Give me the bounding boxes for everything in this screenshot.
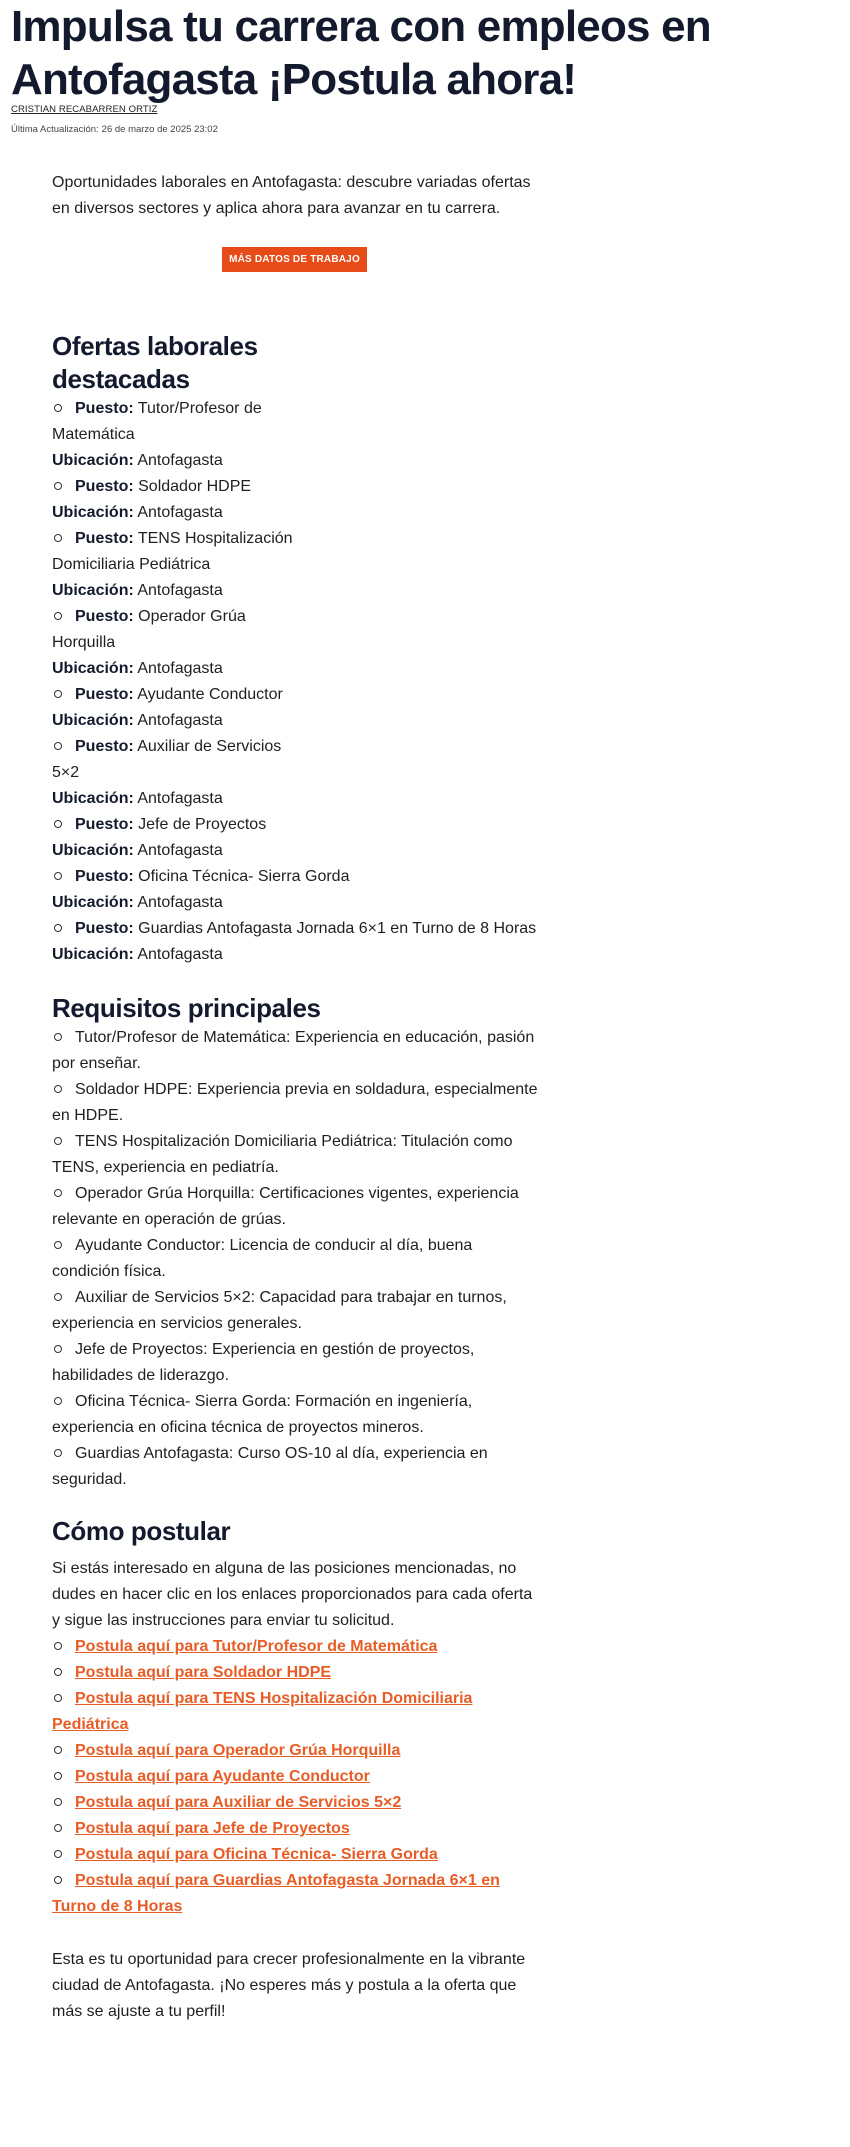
bullet-icon bbox=[54, 1189, 62, 1197]
ubicacion-label: Ubicación: bbox=[52, 946, 134, 963]
requirement-text: Jefe de Proyectos: Experiencia en gestión de proyectos, habilidades de liderazgo. bbox=[52, 1341, 475, 1384]
puesto-label: Puesto: bbox=[75, 478, 134, 495]
ubicacion-label: Ubicación: bbox=[52, 504, 134, 521]
apply-links-list bbox=[52, 1634, 542, 1920]
bullet-icon bbox=[54, 1798, 62, 1806]
bullet-icon bbox=[54, 1642, 62, 1650]
ubicacion-label: Ubicación: bbox=[52, 790, 134, 807]
requirement-text: Guardias Antofagasta: Curso OS-10 al día, experiencia en seguridad. bbox=[52, 1445, 488, 1488]
closing-paragraph: Esta es tu oportunidad para crecer profesionalmente en la vibrante ciudad de Antofagasta. ¡No esperes más y postula a la oferta que más se ajuste a tu perfil! bbox=[52, 1951, 526, 2020]
requirement-item bbox=[52, 1129, 542, 1181]
offer-title: Oficina Técnica- Sierra Gorda bbox=[138, 868, 350, 885]
bullet-icon bbox=[54, 1085, 62, 1093]
offer-item bbox=[52, 604, 302, 682]
offer-item bbox=[52, 864, 542, 916]
puesto-label: Puesto: bbox=[75, 686, 134, 703]
bullet-icon bbox=[54, 742, 62, 750]
page-title: Impulsa tu carrera con empleos en Antofagasta ¡Postula ahora! bbox=[11, 2, 711, 104]
puesto-label: Puesto: bbox=[75, 608, 134, 625]
requirement-item bbox=[52, 1025, 542, 1077]
bullet-icon bbox=[54, 1449, 62, 1457]
ubicacion-label: Ubicación: bbox=[52, 452, 134, 469]
apply-link[interactable]: Postula aquí para Oficina Técnica- Sierra Gorda bbox=[75, 1846, 438, 1863]
apply-link[interactable]: Postula aquí para Jefe de Proyectos bbox=[75, 1820, 350, 1837]
updated-date: 26 de marzo de 2025 23:02 bbox=[101, 124, 218, 135]
requirement-text: Ayudante Conductor: Licencia de conducir al día, buena condición física. bbox=[52, 1237, 473, 1280]
apply-link[interactable]: Postula aquí para Operador Grúa Horquilla bbox=[75, 1742, 401, 1759]
offer-list bbox=[52, 396, 542, 968]
offer-title: Tutor/Profesor de Matemática bbox=[52, 400, 262, 443]
requirement-item bbox=[52, 1389, 542, 1441]
bullet-icon bbox=[54, 534, 62, 542]
bullet-icon bbox=[54, 690, 62, 698]
bullet-icon bbox=[54, 1876, 62, 1884]
offer-title: Auxiliar de Servicios 5×2 bbox=[52, 738, 282, 781]
apply-link[interactable]: Postula aquí para Guardias Antofagasta Jornada 6×1 en Turno de 8 Horas bbox=[52, 1872, 500, 1915]
bullet-icon bbox=[54, 1293, 62, 1301]
requirement-text: Auxiliar de Servicios 5×2: Capacidad para trabajar en turnos, experiencia en servicios generales. bbox=[52, 1289, 507, 1332]
puesto-label: Puesto: bbox=[75, 920, 134, 937]
requirement-item bbox=[52, 1077, 542, 1129]
bullet-icon bbox=[54, 1345, 62, 1353]
ubicacion-label: Ubicación: bbox=[52, 894, 134, 911]
apply-link[interactable]: Postula aquí para Auxiliar de Servicios 5×2 bbox=[75, 1794, 402, 1811]
bullet-icon bbox=[54, 482, 62, 490]
apply-link[interactable]: Postula aquí para Tutor/Profesor de Matemática bbox=[75, 1638, 438, 1655]
puesto-label: Puesto: bbox=[75, 868, 134, 885]
apply-link-item bbox=[52, 1660, 542, 1686]
intro-paragraph: Oportunidades laborales en Antofagasta: descubre variadas ofertas en diversos sectores y aplica ahora para avanzar en tu carrera. bbox=[52, 174, 531, 217]
offer-location: Antofagasta bbox=[137, 582, 223, 599]
section-heading-requisitos: Requisitos principales bbox=[52, 993, 321, 1023]
offer-location: Antofagasta bbox=[137, 894, 223, 911]
apply-link-item bbox=[52, 1816, 542, 1842]
apply-link-item bbox=[52, 1686, 542, 1738]
apply-link-item bbox=[52, 1634, 542, 1660]
puesto-label: Puesto: bbox=[75, 530, 134, 547]
requirement-item bbox=[52, 1337, 542, 1389]
requirements-list bbox=[52, 1025, 542, 1493]
section-heading-como-postular: Cómo postular bbox=[52, 1516, 231, 1546]
offer-title: Guardias Antofagasta Jornada 6×1 en Turno de 8 Horas bbox=[138, 920, 537, 937]
requirement-text: Operador Grúa Horquilla: Certificaciones vigentes, experiencia relevante en operación de grúas. bbox=[52, 1185, 519, 1228]
requirement-item bbox=[52, 1181, 542, 1233]
bullet-icon bbox=[54, 1850, 62, 1858]
job-details-button[interactable]: MÁS DATOS DE TRABAJO bbox=[222, 247, 367, 272]
bullet-icon bbox=[54, 612, 62, 620]
author-link[interactable]: CRISTIAN RECABARREN ORTIZ bbox=[11, 104, 158, 115]
requirement-text: TENS Hospitalización Domiciliaria Pediátrica: Titulación como TENS, experiencia en pediatría. bbox=[52, 1133, 513, 1176]
apply-link-item bbox=[52, 1868, 542, 1920]
requirement-item bbox=[52, 1441, 542, 1493]
puesto-label: Puesto: bbox=[75, 400, 134, 417]
offer-location: Antofagasta bbox=[137, 946, 223, 963]
offer-title: Jefe de Proyectos bbox=[138, 816, 267, 833]
apply-link[interactable]: Postula aquí para Soldador HDPE bbox=[75, 1664, 332, 1681]
bullet-icon bbox=[54, 872, 62, 880]
bullet-icon bbox=[54, 404, 62, 412]
ubicacion-label: Ubicación: bbox=[52, 660, 134, 677]
bullet-icon bbox=[54, 924, 62, 932]
offer-item bbox=[52, 812, 302, 864]
offer-item bbox=[52, 734, 302, 812]
offer-location: Antofagasta bbox=[137, 660, 223, 677]
section-heading-ofertas: Ofertas laborales destacadas bbox=[52, 331, 258, 394]
bullet-icon bbox=[54, 1137, 62, 1145]
requirement-item bbox=[52, 1233, 542, 1285]
bullet-icon bbox=[54, 1033, 62, 1041]
offer-item bbox=[52, 396, 302, 474]
puesto-label: Puesto: bbox=[75, 816, 134, 833]
bullet-icon bbox=[54, 1397, 62, 1405]
offer-location: Antofagasta bbox=[137, 452, 223, 469]
offer-location: Antofagasta bbox=[137, 842, 223, 859]
bullet-icon bbox=[54, 1746, 62, 1754]
offer-title: Operador Grúa Horquilla bbox=[52, 608, 246, 651]
bullet-icon bbox=[54, 1772, 62, 1780]
bullet-icon bbox=[54, 1241, 62, 1249]
offer-title: TENS Hospitalización Domiciliaria Pediátrica bbox=[52, 530, 293, 573]
offer-item bbox=[52, 916, 542, 968]
apply-link[interactable]: Postula aquí para TENS Hospitalización Domiciliaria Pediátrica bbox=[52, 1690, 473, 1733]
como-postular-paragraph: Si estás interesado en alguna de las posiciones mencionadas, no dudes en hacer clic en los enlaces proporcionados para cada oferta y sigue las instrucciones para enviar tu solicitud. bbox=[52, 1560, 533, 1629]
last-updated bbox=[11, 124, 218, 136]
bullet-icon bbox=[54, 1694, 62, 1702]
offer-location: Antofagasta bbox=[137, 790, 223, 807]
offer-title: Ayudante Conductor bbox=[137, 686, 283, 703]
requirement-text: Tutor/Profesor de Matemática: Experiencia en educación, pasión por enseñar. bbox=[52, 1029, 535, 1072]
puesto-label: Puesto: bbox=[75, 738, 134, 755]
article-body bbox=[52, 170, 542, 2025]
updated-label: Última Actualización: bbox=[11, 124, 99, 135]
apply-link-item bbox=[52, 1738, 542, 1764]
requirement-item bbox=[52, 1285, 542, 1337]
ubicacion-label: Ubicación: bbox=[52, 712, 134, 729]
bullet-icon bbox=[54, 1824, 62, 1832]
offer-item bbox=[52, 526, 302, 604]
offer-location: Antofagasta bbox=[137, 504, 223, 521]
bullet-icon bbox=[54, 820, 62, 828]
offer-location: Antofagasta bbox=[137, 712, 223, 729]
apply-link-item bbox=[52, 1842, 542, 1868]
apply-link[interactable]: Postula aquí para Ayudante Conductor bbox=[75, 1768, 370, 1785]
ubicacion-label: Ubicación: bbox=[52, 582, 134, 599]
apply-link-item bbox=[52, 1790, 542, 1816]
bullet-icon bbox=[54, 1668, 62, 1676]
requirement-text: Oficina Técnica- Sierra Gorda: Formación en ingeniería, experiencia en oficina técnica de proyectos mineros. bbox=[52, 1393, 473, 1436]
requirement-text: Soldador HDPE: Experiencia previa en soldadura, especialmente en HDPE. bbox=[52, 1081, 538, 1124]
apply-link-item bbox=[52, 1764, 542, 1790]
offer-title: Soldador HDPE bbox=[138, 478, 252, 495]
ubicacion-label: Ubicación: bbox=[52, 842, 134, 859]
offer-item bbox=[52, 474, 302, 526]
offer-item bbox=[52, 682, 302, 734]
